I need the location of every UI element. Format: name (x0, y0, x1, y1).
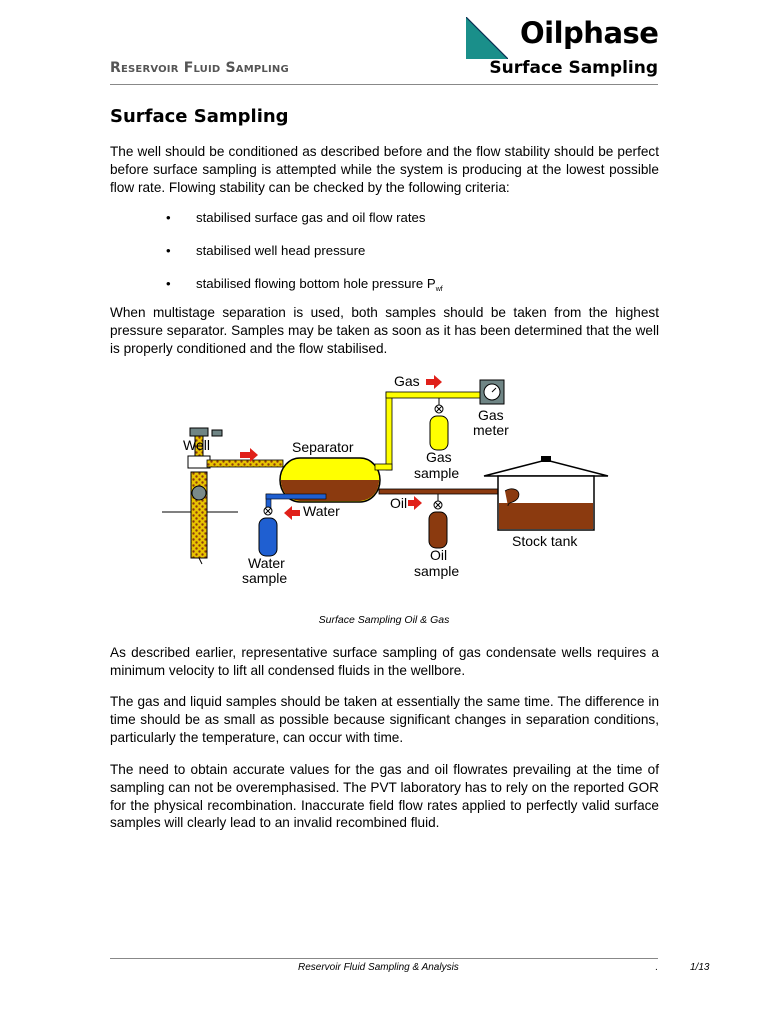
bullet-symbol: • (166, 276, 171, 291)
stock-tank-vent (541, 456, 551, 462)
label-gas: Gas (394, 373, 420, 389)
label-water: Water (303, 503, 340, 519)
footer-dot: . (655, 962, 658, 973)
gas-sample-bottle (430, 416, 448, 450)
page-number: 1/13 (690, 962, 710, 973)
page-title: Surface Sampling (110, 106, 289, 127)
water-arrow-icon (284, 506, 300, 520)
oil-line (379, 489, 509, 494)
well-casing (191, 472, 207, 558)
well-tip (199, 558, 202, 564)
wellhead-top (190, 428, 208, 436)
footer-divider (110, 958, 658, 959)
choke-valve (212, 430, 222, 436)
stock-tank-roof (484, 460, 608, 476)
gas-line (386, 392, 392, 470)
header-divider (110, 84, 658, 85)
brand-name: Oilphase (520, 16, 659, 50)
multistage-paragraph: When multistage separation is used, both samples should be taken from the highest pressure separator. Samples may be taken as soon as it has been determined that the well is properly conditioned and the flow stabilised. (110, 305, 659, 356)
label-gas-meter-1: Gas (478, 407, 504, 423)
label-gas-sample-2: sample (414, 465, 460, 481)
bullet-text-container (196, 276, 443, 293)
label-separator: Separator (292, 439, 354, 455)
intro-paragraph: The well should be conditioned as described before and the flow stability should be perfect before surface sampling is attempted while the system is producing at the lowest possible flow rate. Flowing stability can be checked by the following criteria: (110, 144, 659, 195)
label-gas-meter-2: meter (473, 422, 509, 438)
footer-title: Reservoir Fluid Sampling & Analysis (298, 962, 459, 973)
bullet-text: stabilised surface gas and oil flow rates (196, 210, 426, 225)
bullet-symbol: • (166, 243, 171, 258)
water-sample-bottle (259, 518, 277, 556)
water-line-horizontal (266, 494, 326, 499)
label-gas-sample-1: Gas (426, 449, 452, 465)
oilphase-logo-icon (466, 17, 508, 59)
surface-sampling-diagram (150, 364, 620, 596)
label-oil-sample-2: sample (414, 563, 460, 579)
bullet-text: stabilised flowing bottom hole pressure P (196, 276, 436, 291)
bullet-subscript: wf (435, 286, 443, 293)
label-well: Well (183, 437, 210, 453)
label-oil: Oil (390, 495, 408, 511)
stock-tank-oil (499, 503, 593, 529)
flowline (207, 460, 283, 467)
label-oil-sample-1: Oil (430, 547, 448, 563)
oil-sample-bottle (429, 512, 447, 548)
section-subtitle: Surface Sampling (489, 58, 658, 78)
flowrate-paragraph: The need to obtain accurate values for the gas and oil flowrates prevailing at the time of sampling can not be overemphasised. The PVT laboratory has to rely on the reported GOR for the physical recombination. Inaccurate field flow rates applied to perfectly valid surface samples will clearly lead to an invalid recombined fluid. (110, 762, 659, 831)
bullet-symbol: • (166, 210, 171, 225)
condensate-paragraph: As described earlier, representative surface sampling of gas condensate wells requires a minimum velocity to lift all condensed fluids in the wellbore. (110, 645, 659, 678)
gas-outlet (375, 464, 392, 470)
gas-arrow-icon (426, 375, 442, 389)
label-water-sample-2: sample (242, 570, 288, 586)
gas-line-top (386, 392, 482, 398)
wellhead-gauge (192, 486, 206, 500)
bullet-text: stabilised well head pressure (196, 243, 366, 258)
section-title: Reservoir Fluid Sampling (110, 60, 289, 76)
timing-paragraph: The gas and liquid samples should be taken at essentially the same time. The difference in time should be as small as possible because significant changes in separation conditions, particularly the temperature, can occur with time. (110, 694, 659, 745)
figure-caption: Surface Sampling Oil & Gas (318, 614, 450, 626)
label-stock-tank: Stock tank (512, 533, 578, 549)
oil-arrow-icon (408, 496, 422, 510)
label-water-sample-1: Water (248, 555, 285, 571)
